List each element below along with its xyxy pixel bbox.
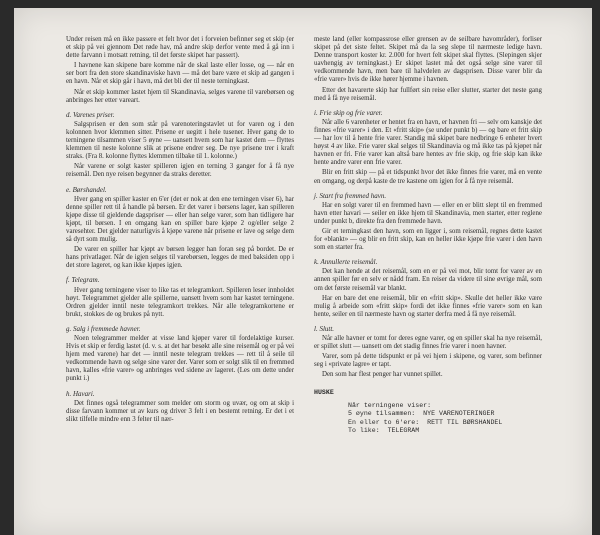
section-paragraph: Det kan hende at det reisemål, som en er på vei mot, blir tomt for varer av en annen spiller før en selv er nådd fram. En reiser da videre til sine øvrige mål, som om det første reisemål var blankt. [314, 268, 542, 292]
section-heading: l. Slutt. [314, 324, 335, 333]
intro-paragraph: Etter det havarerte skip har fullført sin reise eller slutter, starter det neste gang med å få nye reisemål. [314, 86, 542, 102]
reminder-line: 5 øyne tilsammen: NYE VARENOTERINGER [348, 410, 495, 418]
section-heading: d. Varenes priser. [66, 110, 115, 119]
section-paragraph: Når alle 6 varenheter er hentet fra en havn, er havnen fri — selv om kanskje det finnes «frie varer» i den. Et «fritt skip» (se under punkt b) — og bare et fritt skip — har lov til å hente frie varer. Standig må skipet bare nedbringe 6 enheter hvert høyst 4 av like. Frie varer skal selges til Skandinavia og må ikke tas på kjøpet når havnen er fri. Frie varer kan altså bare hentes av frie skip, og frie skip kan ikke hente andre varer enn frie varer. [314, 118, 542, 167]
reminder-line: En eller to 6'ere: RETT TIL BØRSHANDEL [348, 418, 503, 426]
intro-paragraph: meste land (eller kompassrose eller grensen av de seilbare havområder), forliser skipet på det siste feltet. Skipet må da la seg slepe til nærmeste ledige havn. Denne transport koster kr. 2.000 for hvert felt skipet skal flyttes. (Slepingen skjer uavhengig av terningkast.) Er skipet lastet må det også selge sine varer til vedkommende havn, men bare til halvdelen av dagsprisen. Disse varer blir da «frie varer» hvis de ikke hører hjemme i havnen. [314, 36, 542, 84]
section-paragraph: De varer en spiller har kjøpt av børsen legger han foran seg på bordet. De er hans privatlager. Når de igjen selges til varebørsen, legges de med baksiden opp i det store lageret, og kan ikke kjøpes igjen. [66, 246, 294, 270]
section-paragraph: Hver gang terningene viser to like tas et telegramkort. Spilleren leser innholdet høyt. Telegrammet gjelder alle spillerne, uansett hvem som har kastet terningene. Ordren gjelder inntil neste telegramkort trekkes. Når alle telegramkortene er brukt, stokkes de og brukes på nytt. [66, 286, 294, 318]
intro-paragraph: Når et skip kommer lastet hjem til Skandinavia, selges varene til varebørsen og anbringes her etter vareart. [66, 88, 294, 104]
section-heading: g. Salg i fremmede havner. [66, 324, 141, 333]
section-paragraph: Salgsprisen er den som står på varenoteringstavlet ut for varen og i den kolonnen hvor klemmen sitter. Prisene er uegitt i hele tusener. Hver gang de to terningene tilsammen viser 5 øyne — uansett hvem som har kastet dem — flyttes klemmen til neste kolonne slik at prisene endrer seg. De nye prisene trer i kraft straks. (Fra 8. kolonne flyttes klemmen tilbake til 1. kolonne.) [66, 120, 294, 161]
section-heading: j. Start fra fremmed havn. [314, 191, 387, 200]
section-paragraph: Varer, som på dette tidspunkt er på vei hjem i skipene, og varer, som befinner seg i «private lagre» er tapt. [314, 353, 542, 369]
section-heading: i. Frie skip og frie varer. [314, 108, 383, 117]
section-paragraph: Har en solgt varer til en fremmed havn — eller en er blitt slept til en fremmed havn etter havari — seiler en ikke hjem til Skandinavia, men starter, etter reglene under punkt b, direkte fra den fremmede havn. [314, 201, 542, 225]
section-paragraph: Noen telegrammer melder at visse land kjøper varer til fordelaktige kurser. Hvis et skip er ferdig lastet (d. v. s. at det har besøkt alle sine reisemål og er på vei hjem med varene) har det — inntil neste telegram trekkes — rett til å seile til vedkommende havn og selge sine varer der. Varer som er solgt slik til en fremmed havn, kalles «frie varer» og anbringes ved sidene av lageret. (Les om dette under punkt i.) [66, 335, 294, 383]
section-paragraph: Det finnes også telegrammer som melder om storm og uvær, og om at skip i disse farvann kommer ut av kurs og driver 3 felt i en bestemt retning. Er det i et slikt tilfelle mindre enn 3 felter til nær- [66, 399, 294, 423]
reminder-line: Når terningene viser: [348, 401, 432, 409]
section-paragraph: Når varene er solgt kaster spilleren igjen en terning 3 ganger for å få nye reisemål. Den nye reisen begynner da straks deretter. [66, 163, 294, 179]
section-heading: f. Telegram. [66, 276, 100, 285]
section-heading: e. Børshandel. [66, 185, 107, 194]
reminder-box [314, 389, 542, 436]
section-paragraph: Gir et terningkast den havn, som en ligger i, som reisemål, regnes dette kastet for «blankt» — og blir en fritt skip, kan en heller ikke kjøpe frie varer i den havn som en starter fra. [314, 227, 542, 252]
rulebook-page [14, 8, 592, 535]
left-column [66, 36, 294, 426]
intro-paragraph: I havnene kan skipene bare komme når de skal laste eller losse, og — når en ser bort fra den store skandinaviske havn — må det bare være et skip ad gangen i en havn. Når et skip går i havn, må det bli der til neste terningkast. [66, 62, 294, 86]
section-paragraph: Blir en fritt skip — på et tidspunkt hvor det ikke finnes frie varer, må en vente en omgang, og derpå kaste de tre kastene om igjen for å få nye reisemål. [314, 169, 542, 185]
section-paragraph: Den som har flest penger har vunnet spillet. [322, 371, 443, 379]
section-paragraph: Når alle havner er tomt for deres egne varer, og en spiller skal ha nye reisemål, er spillet slutt — uansett om det stadig finnes frie varer i noen havner. [314, 335, 542, 351]
section-heading: k. Annullerte reisemål. [314, 258, 378, 267]
section-heading: h. Havari. [66, 389, 95, 398]
section-paragraph: Har en bare det ene reisemål, blir en «fritt skip». Skulle det heller ikke være mulig å arbeide som «fritt skip» fordi det ikke finnes «frie varer» som en kan hente, seiler en til nærmeste havn og starter derfra med å få nye reisemål. [314, 294, 542, 318]
right-column [314, 36, 542, 436]
intro-paragraph: Under reisen må en ikke passere et felt hvor det i forveien befinner seg et skip (er et skip på vei gjennom Det røde hav, må andre skip derfor vente med å gå inn i dette farvann i motsatt retning, til det første skipet har passert). [66, 36, 294, 60]
section-paragraph: Hver gang en spiller kaster en 6'er (det er nok at den ene terningen viser 6), har denne spiller rett til å handle på børsen. Er det varer i børsens lager, kan spilleren kjøpe disse til gjeldende dagspriser — eller han selge varer, som han tidligere har kjøpt, til børsen. I en omgang kan en spiller bare kjøpe 2 og/eller selge 2 varesehter. Det gjelder naturligvis å kjøpe varene når prisene er lave og selge dem så dyrt som mulig. [66, 195, 294, 244]
reminder-line: To like: TELEGRAM [348, 427, 420, 435]
reminder-title: HUSKE [314, 389, 334, 397]
